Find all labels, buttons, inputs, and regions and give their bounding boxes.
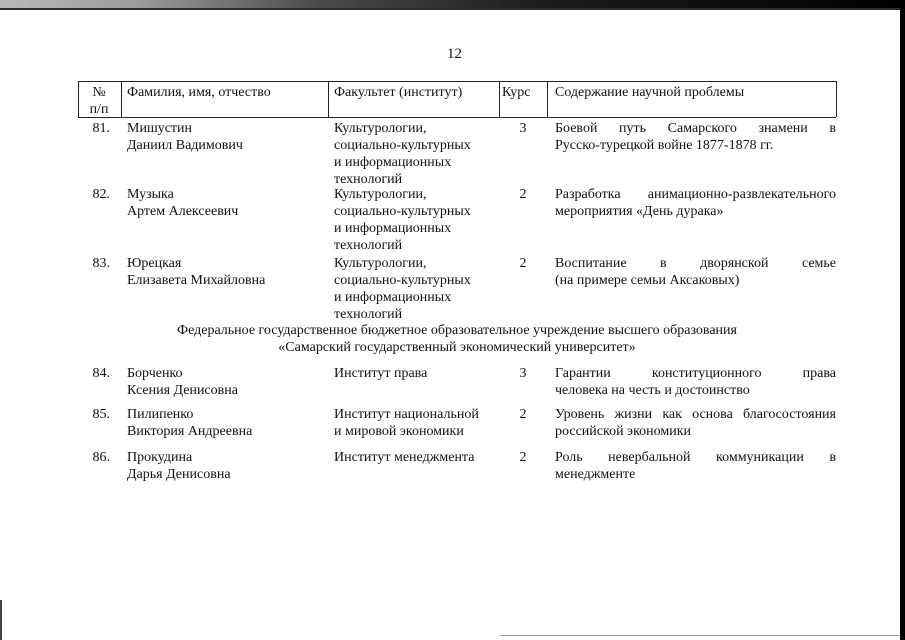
faculty-line: и информационных xyxy=(334,221,452,236)
problem-text xyxy=(555,186,836,220)
student-surname: Борченко xyxy=(127,366,183,381)
problem-text xyxy=(555,406,836,440)
faculty-line: технологий xyxy=(334,238,403,253)
faculty-line: Культурологии, xyxy=(334,121,427,136)
problem-line: Боевой путь Самарского знамени в xyxy=(555,121,836,136)
student-surname: Музыка xyxy=(127,187,174,202)
student-given-names: Виктория Андреевна xyxy=(127,424,253,439)
problem-line: Разработка анимационно-развлекательного xyxy=(555,187,836,202)
student-given-names: Дарья Денисовна xyxy=(127,467,231,482)
faculty-line: и информационных xyxy=(334,155,452,170)
scan-edge-bottom xyxy=(500,635,900,636)
column-border-right xyxy=(836,81,837,117)
faculty-line: социально-культурных xyxy=(334,273,471,288)
faculty-line: и информационных xyxy=(334,290,452,305)
header-rule-bottom xyxy=(78,117,836,118)
row-number: 85. xyxy=(92,407,110,422)
header-name: Фамилия, имя, отчество xyxy=(127,85,271,100)
course-value: 2 xyxy=(519,187,527,202)
column-separator-course xyxy=(547,81,548,117)
faculty-line: Институт права xyxy=(334,366,428,381)
course-value: 2 xyxy=(519,407,527,422)
student-surname: Прокудина xyxy=(127,450,193,465)
column-separator-num xyxy=(121,81,122,117)
section-title-line1: Федеральное государственное бюджетное образовательное учреждение высшего образования xyxy=(177,323,737,338)
faculty-line: и мировой экономики xyxy=(334,424,464,439)
row-number: 81. xyxy=(92,121,110,136)
scan-edge-top-line xyxy=(0,8,905,10)
row-number: 86. xyxy=(92,450,110,465)
problem-line: (на примере семьи Аксаковых) xyxy=(555,273,740,288)
course-value: 2 xyxy=(519,450,527,465)
column-border-left xyxy=(78,81,79,117)
faculty-line: Культурологии, xyxy=(334,187,427,202)
row-number: 84. xyxy=(92,366,110,381)
student-surname: Мишустин xyxy=(127,121,193,136)
faculty-line: Институт национальной xyxy=(334,407,479,422)
problem-line: Роль невербальной коммуникации в xyxy=(555,450,836,465)
problem-line: российской экономики xyxy=(555,424,692,439)
problem-text xyxy=(555,365,836,399)
section-title-line2: «Самарский государственный экономический университет» xyxy=(278,340,636,355)
header-faculty: Факультет (институт) xyxy=(334,85,463,100)
column-separator-faculty xyxy=(499,81,500,117)
header-num-line1: № xyxy=(92,85,106,100)
course-value: 3 xyxy=(519,366,527,381)
column-separator-name xyxy=(328,81,329,117)
row-number: 82. xyxy=(92,187,110,202)
scan-edge-left xyxy=(0,600,2,640)
student-given-names: Елизавета Михайловна xyxy=(127,273,266,288)
header-problem: Содержание научной проблемы xyxy=(555,85,745,100)
problem-line: человека на честь и достоинство xyxy=(555,383,750,398)
student-given-names: Артем Алексеевич xyxy=(127,204,239,219)
faculty-line: технологий xyxy=(334,172,403,187)
scan-edge-right xyxy=(900,0,905,640)
faculty-line: Институт менеджмента xyxy=(334,450,475,465)
problem-text xyxy=(555,255,836,289)
header-rule-top xyxy=(78,81,836,82)
student-given-names: Даниил Вадимович xyxy=(127,138,243,153)
header-num-line2: п/п xyxy=(89,102,109,117)
problem-line: менеджменте xyxy=(555,467,636,482)
header-course: Курс xyxy=(502,85,531,100)
student-surname: Юрецкая xyxy=(127,256,182,271)
problem-text xyxy=(555,449,836,483)
problem-line: мероприятия «День дурака» xyxy=(555,204,724,219)
faculty-line: социально-культурных xyxy=(334,204,471,219)
faculty-line: Культурологии, xyxy=(334,256,427,271)
problem-line: Русско-турецкой войне 1877-1878 гг. xyxy=(555,138,774,153)
faculty-line: социально-культурных xyxy=(334,138,471,153)
faculty-line: технологий xyxy=(334,307,403,322)
scan-edge-top xyxy=(0,0,905,8)
problem-text xyxy=(555,120,836,154)
problem-line: Гарантии конституционного права xyxy=(555,366,836,381)
student-surname: Пилипенко xyxy=(127,407,194,422)
course-value: 2 xyxy=(519,256,527,271)
student-given-names: Ксения Денисовна xyxy=(127,383,238,398)
page-number: 12 xyxy=(447,46,462,62)
problem-line: Воспитание в дворянской семье xyxy=(555,256,836,271)
row-number: 83. xyxy=(92,256,110,271)
course-value: 3 xyxy=(519,121,527,136)
problem-line: Уровень жизни как основа благосостояния xyxy=(555,407,836,422)
